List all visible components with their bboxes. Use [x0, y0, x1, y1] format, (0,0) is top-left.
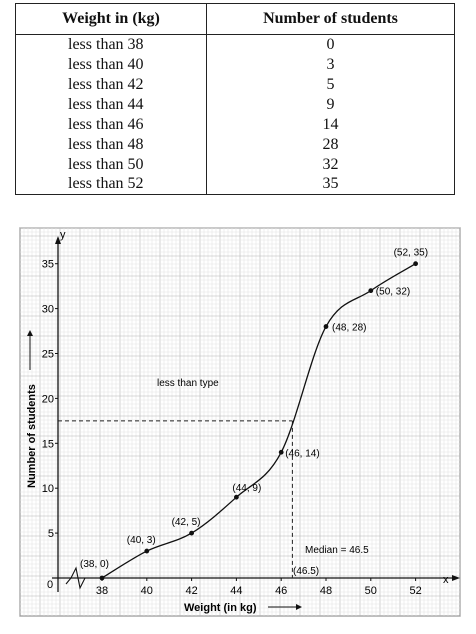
origin-label: 0	[47, 579, 54, 591]
weight-cell: less than 52	[16, 175, 207, 195]
point-label: (40, 3)	[126, 535, 156, 547]
point-label: (42, 5)	[171, 517, 201, 529]
data-point	[413, 261, 418, 266]
data-point	[279, 450, 284, 455]
x-tick-label: 40	[140, 585, 153, 597]
x-axis-letter: x	[443, 574, 449, 586]
median-x-label: (46.5)	[293, 566, 320, 577]
x-tick-label: 42	[185, 585, 198, 597]
data-point	[144, 549, 149, 554]
data-point	[189, 531, 194, 536]
header-weight: Weight in (kg)	[16, 4, 207, 35]
y-tick-label: 30	[41, 303, 54, 316]
weight-cell: less than 38	[16, 35, 207, 55]
x-tick-label: 50	[364, 585, 377, 597]
students-cell: 14	[207, 115, 455, 135]
weight-cell: less than 44	[16, 95, 207, 115]
data-point	[324, 324, 329, 329]
y-tick-label: 5	[47, 528, 54, 541]
students-cell: 5	[207, 75, 455, 95]
y-tick-label: 20	[41, 393, 54, 406]
weight-cell: less than 48	[16, 135, 207, 155]
point-label: (46, 14)	[285, 448, 320, 460]
students-cell: 0	[207, 35, 455, 55]
x-tick-label: 38	[95, 585, 109, 597]
weight-cell: less than 40	[16, 55, 207, 75]
y-tick-label: 35	[41, 258, 54, 271]
point-label: (50, 32)	[375, 286, 411, 298]
y-tick-label: 15	[41, 438, 54, 451]
y-tick-label: 10	[41, 483, 54, 496]
students-cell: 35	[207, 175, 455, 195]
point-label: (52, 35)	[393, 247, 429, 259]
point-label: (48, 28)	[332, 322, 367, 334]
point-label: (44, 9)	[232, 483, 262, 495]
median-label: Median = 46.5	[305, 545, 369, 556]
data-point	[368, 288, 373, 293]
students-cell: 28	[207, 135, 455, 155]
y-axis-letter: y	[60, 229, 66, 241]
point-label: (38, 0)	[80, 559, 109, 570]
x-axis-label: Weight (in kg)	[184, 602, 257, 614]
weight-cell: less than 50	[16, 155, 207, 175]
students-cell: 9	[207, 95, 455, 115]
header-students: Number of students	[207, 4, 455, 35]
students-cell: 32	[207, 155, 455, 175]
x-label-arrow-head	[296, 604, 302, 610]
data-point	[234, 495, 239, 500]
y-axis-label: Number of students	[26, 384, 38, 488]
data-point	[100, 576, 105, 581]
students-cell: 3	[207, 55, 455, 75]
x-tick-label: 48	[319, 585, 333, 597]
x-tick-label: 44	[230, 585, 243, 597]
curve-type-label: less than type	[157, 378, 219, 389]
x-tick-label: 46	[275, 585, 288, 597]
x-tick-label: 52	[409, 585, 422, 597]
weight-cell: less than 42	[16, 75, 207, 95]
y-tick-label: 25	[41, 348, 54, 361]
weight-cell: less than 46	[16, 115, 207, 135]
median-guides	[58, 421, 292, 578]
